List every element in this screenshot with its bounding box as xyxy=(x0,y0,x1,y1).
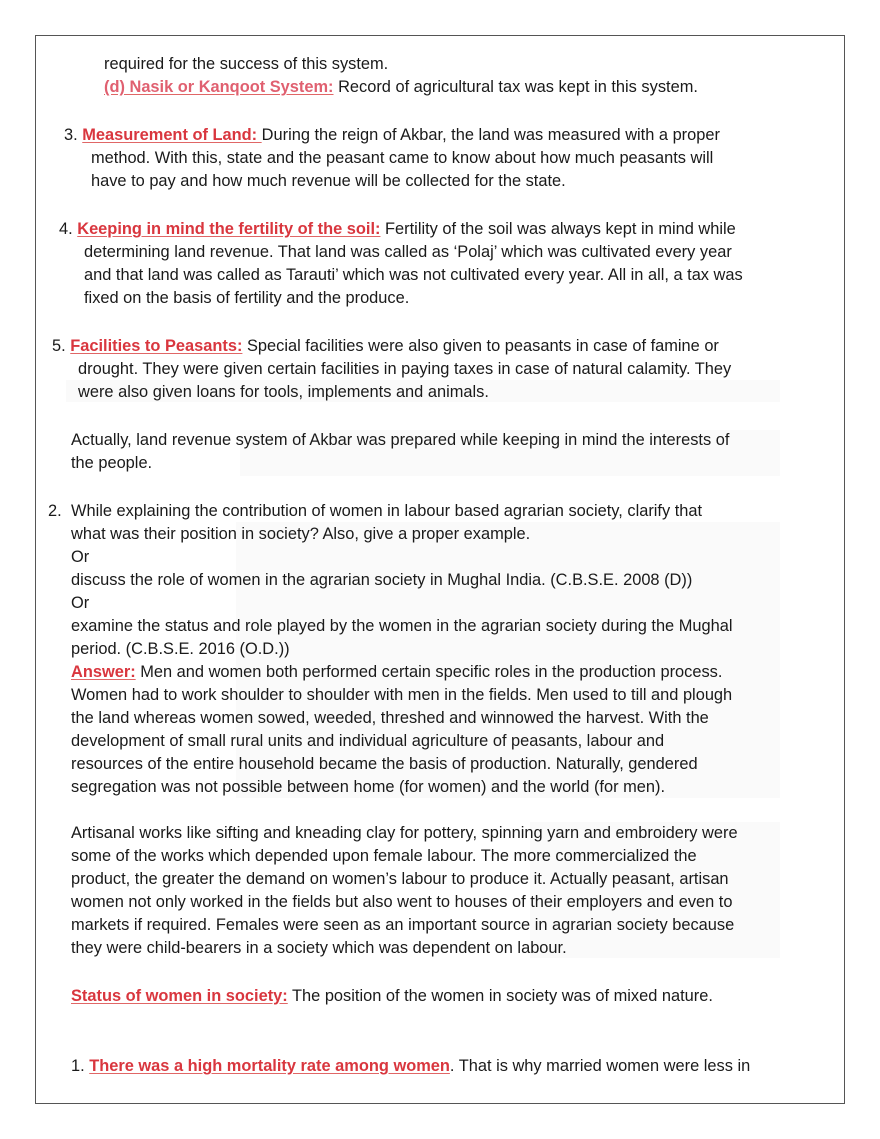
heading-high-mortality: There was a high mortality rate among women xyxy=(89,1057,450,1075)
text-line: Women had to work shoulder to shoulder with men in the fields. Men used to till and plough xyxy=(71,686,733,704)
text-line: examine the status and role played by the women in the agrarian society during the Mughal xyxy=(71,617,733,635)
heading-fertility-of-soil: Keeping in mind the fertility of the soil: xyxy=(77,220,381,238)
text-line: fixed on the basis of fertility and the produce. xyxy=(84,289,410,307)
text-line: Actually, land revenue system of Akbar was prepared while keeping in mind the interests of xyxy=(71,431,730,449)
text-line: and that land was called as Tarauti’ which was not cultivated every year. All in all, a tax was xyxy=(84,266,743,284)
text-line: Or xyxy=(71,594,90,612)
text-line: Artisanal works like sifting and kneading clay for pottery, spinning yarn and embroidery were xyxy=(71,824,738,842)
text-line: discuss the role of women in the agrarian society in Mughal India. (C.B.S.E. 2008 (D)) xyxy=(71,571,693,589)
text-line: resources of the entire household became the basis of production. Naturally, gendered xyxy=(71,755,698,773)
text-line: required for the success of this system. xyxy=(104,55,389,73)
text-line: Status of women in society: The position of the women in society was of mixed nature. xyxy=(71,987,713,1005)
text-line: Answer: Men and women both performed certain specific roles in the production process. xyxy=(71,663,723,681)
text-line: 5. Facilities to Peasants: Special facilities were also given to peasants in case of famine or xyxy=(52,337,719,355)
heading-facilities-to-peasants: Facilities to Peasants: xyxy=(70,337,243,355)
text-line: segregation was not possible between home (for women) and the world (for men). xyxy=(71,778,666,796)
text-line: 3. Measurement of Land: During the reign of Akbar, the land was measured with a proper xyxy=(64,126,720,144)
question-text: While explaining the contribution of women in labour based agrarian society, clarify that xyxy=(71,502,703,520)
text-line: method. With this, state and the peasant came to know about how much peasants will xyxy=(91,149,714,167)
text-line: have to pay and how much revenue will be collected for the state. xyxy=(91,172,566,190)
text-line: determining land revenue. That land was called as ‘Polaj’ which was cultivated every year xyxy=(84,243,732,261)
text-line: development of small rural units and individual agriculture of peasants, labour and xyxy=(71,732,665,750)
question-number: 2. xyxy=(48,502,62,520)
text-line: (d) Nasik or Kanqoot System: Record of agricultural tax was kept in this system. xyxy=(104,78,698,96)
text-line: some of the works which depended upon female labour. The more commercialized the xyxy=(71,847,697,865)
text-line: the land whereas women sowed, weeded, threshed and winnowed the harvest. With the xyxy=(71,709,709,727)
text-line: women not only worked in the fields but also went to houses of their employers and even to xyxy=(71,893,733,911)
text-line: 1. There was a high mortality rate among women. That is why married women were less in xyxy=(71,1057,751,1075)
text-line: drought. They were given certain facilities in paying taxes in case of natural calamity. They xyxy=(78,360,732,378)
heading-nasik-kanqoot: (d) Nasik or Kanqoot System: xyxy=(104,78,334,96)
question-text: what was their position in society? Also, give a proper example. xyxy=(71,525,531,543)
text-line: they were child-bearers in a society which was dependent on labour. xyxy=(71,939,567,957)
heading-measurement-of-land: Measurement of Land: xyxy=(82,126,262,144)
text-line: Or xyxy=(71,548,90,566)
text-line: 4. Keeping in mind the fertility of the soil: Fertility of the soil was always kept in mind while xyxy=(59,220,736,238)
heading-status-of-women: Status of women in society: xyxy=(71,987,288,1005)
heading-answer: Answer: xyxy=(71,663,136,681)
text-line: the people. xyxy=(71,454,153,472)
text-line: product, the greater the demand on women’s labour to produce it. Actually peasant, artisan xyxy=(71,870,729,888)
text-line: markets if required. Females were seen as an important source in agrarian society because xyxy=(71,916,735,934)
text-line: period. (C.B.S.E. 2016 (O.D.)) xyxy=(71,640,290,658)
text-line: were also given loans for tools, implements and animals. xyxy=(78,383,489,401)
